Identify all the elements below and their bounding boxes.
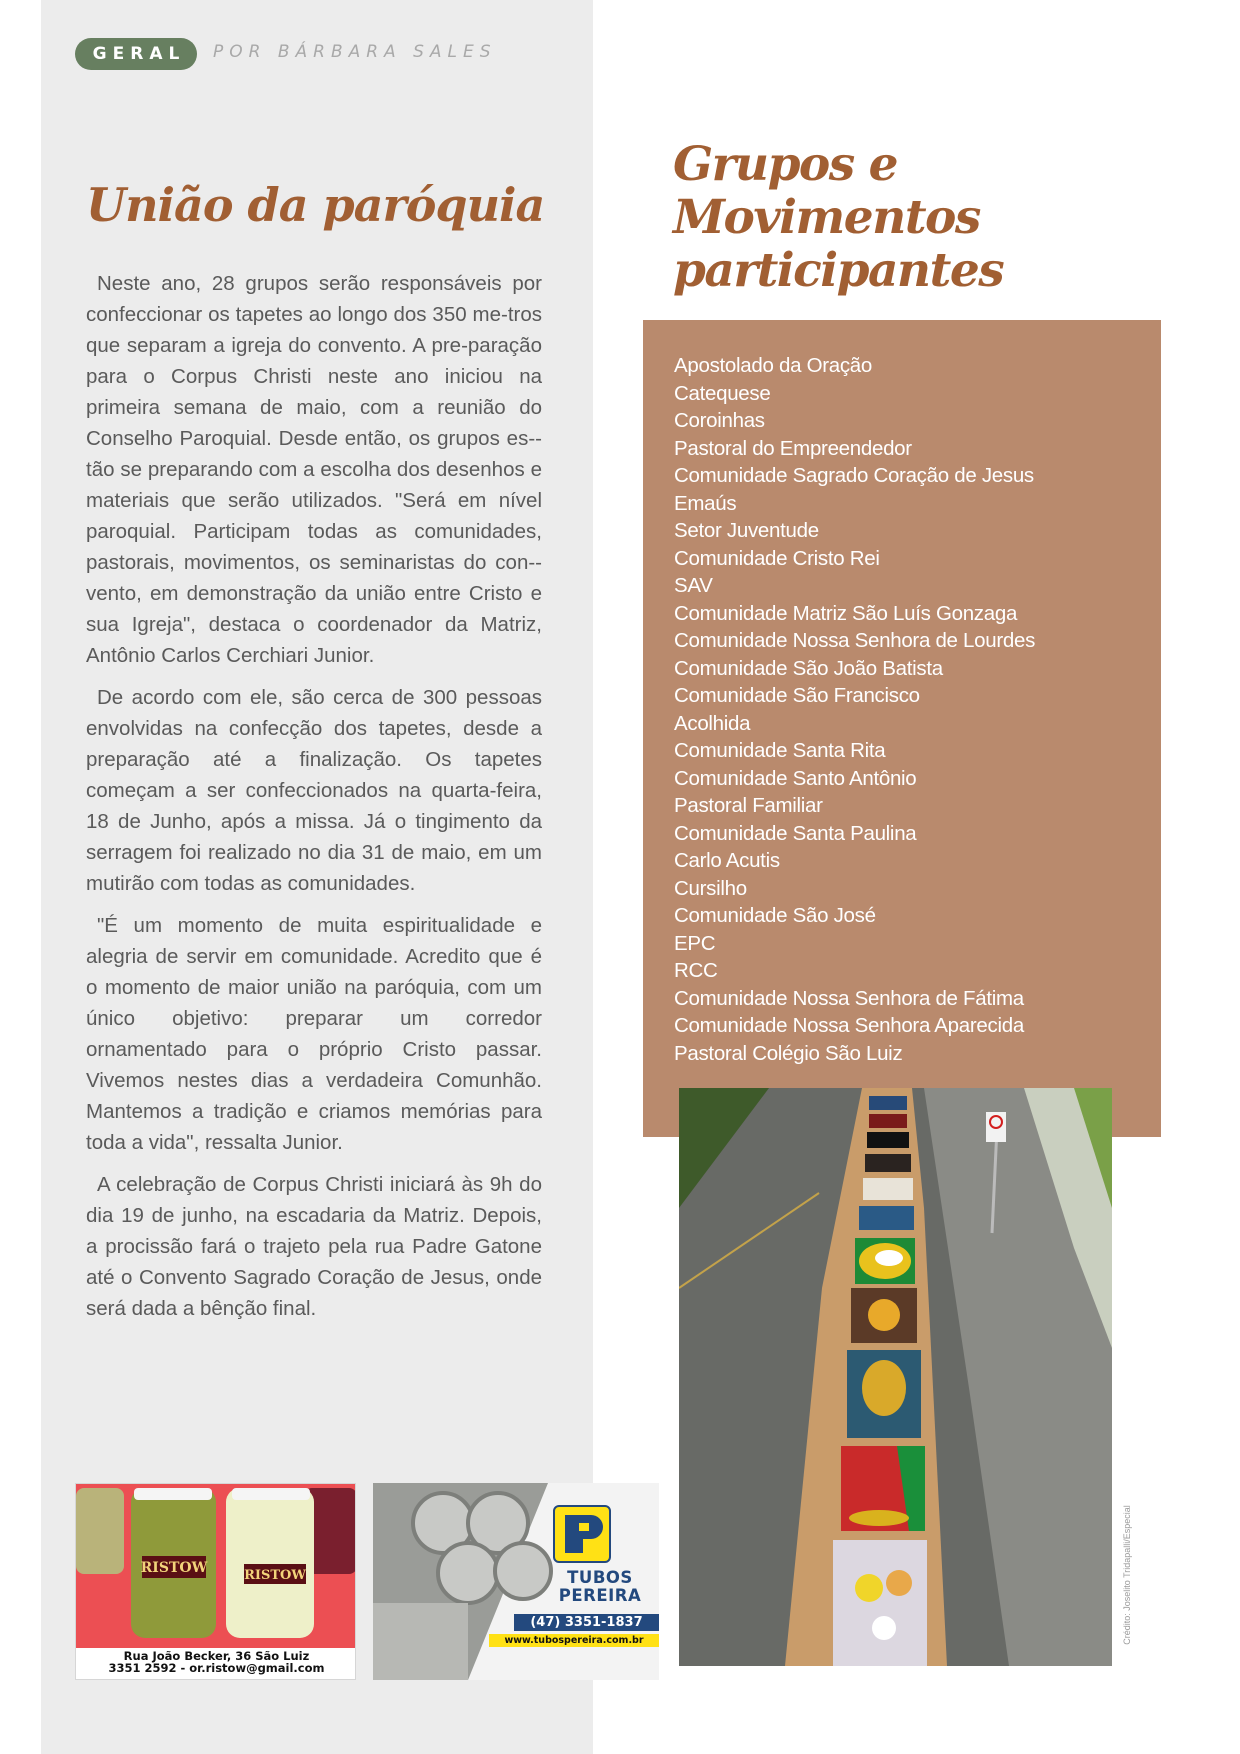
- ad-ristow[interactable]: [75, 1483, 356, 1680]
- sidebar-title-line: participantes: [673, 243, 1004, 298]
- carpet-panel: [863, 1178, 913, 1200]
- carpet-photo-illustration: [679, 1088, 1112, 1666]
- sun-shape: [868, 1299, 900, 1331]
- article-paragraph: De acordo com ele, são cerca de 300 pessoas envolvidas na confecção dos tapetes, desde a preparação até a finalização. Os tapetes começam a ser confeccionados na quarta-feira, 18 de Junho, após a missa. Já o tingimento da serragem foi realizado no dia 31 de maio, em um mutirão com todas as comunidades.: [86, 686, 542, 895]
- group-list-item: Comunidade Santa Paulina: [674, 821, 917, 845]
- tubos-p-icon: [555, 1507, 609, 1561]
- article-paragraph: "É um momento de muita espiritualidade e alegria de servir em comunidade. Acredito que é o momento de maior união na paróquia, com um único objetivo: preparar um corredor ornamentado para o próprio Cristo passar. Vivemos nestes dias a verdadeira Comunhão. Mantemos a tradição e criamos memórias para toda a vida", ressalta Junior.: [86, 914, 542, 1154]
- group-list-item: EPC: [674, 931, 716, 955]
- jar-lid: [134, 1488, 212, 1500]
- group-list-item: Comunidade São Francisco: [674, 684, 920, 707]
- tubos-website[interactable]: www.tubospereira.com.br: [489, 1634, 659, 1647]
- group-list-item: Acolhida: [674, 711, 751, 735]
- group-list-item: Catequese: [674, 381, 771, 405]
- article-title: União da paróquia: [86, 178, 545, 232]
- group-list-item: Pastoral Colégio São Luiz: [674, 1041, 903, 1065]
- jar-lid: [232, 1488, 310, 1500]
- pipe-shape: [438, 1543, 498, 1603]
- groups-list: [674, 352, 1035, 1067]
- dove-shape: [875, 1250, 903, 1266]
- group-list-item: Pastoral Familiar: [674, 794, 823, 817]
- group-list-item: Pastoral do Empreendedor: [674, 436, 912, 460]
- group-list-item: Comunidade Nossa Senhora Aparecida: [674, 1014, 1024, 1037]
- group-list-item: Coroinhas: [674, 409, 765, 432]
- lily-flower: [855, 1574, 883, 1602]
- carpet-panel: [867, 1132, 909, 1148]
- tubos-company-name: [545, 1569, 655, 1605]
- tubos-name-line: PEREIRA: [558, 1586, 642, 1605]
- jar-shape: [76, 1488, 124, 1574]
- ristow-jars-illustration: [76, 1484, 356, 1648]
- group-list-item: Comunidade Santo Antônio: [674, 766, 917, 790]
- group-list-item: Comunidade São João Batista: [674, 656, 943, 680]
- carpet-panel: [865, 1154, 911, 1172]
- concrete-blocks: [373, 1603, 468, 1680]
- sidebar-title-line: Grupos e: [673, 137, 898, 192]
- group-list-item: Emaús: [674, 491, 737, 515]
- sidebar-title-line: Movimentos: [673, 190, 980, 245]
- sidebar-title: [673, 138, 1133, 297]
- carpet-panel: [869, 1114, 907, 1128]
- tubos-name-line: TUBOS: [567, 1568, 633, 1587]
- saint-figure: [862, 1360, 906, 1416]
- carpet-panel: [869, 1096, 907, 1110]
- group-list-item: SAV: [674, 574, 713, 597]
- group-list-item: Comunidade Santa Rita: [674, 739, 886, 762]
- tubos-logo: [553, 1505, 611, 1563]
- ristow-logo-text: RISTOW: [244, 1568, 306, 1583]
- group-list-item: Cursilho: [674, 876, 747, 900]
- bread-shape: [849, 1510, 909, 1526]
- group-list-item: Comunidade Nossa Senhora de Lourdes: [674, 629, 1036, 652]
- carpet-panel: [833, 1540, 927, 1666]
- ristow-contact: [76, 1650, 356, 1674]
- group-list-item: Apostolado da Oração: [674, 354, 872, 377]
- carpet-panel: [859, 1206, 914, 1230]
- photo-credit: Crédito: Joselito Tridapalli/Especial: [1122, 1505, 1132, 1645]
- jar-shape: [226, 1488, 314, 1638]
- group-list-item: Comunidade Sagrado Coração de Jesus: [674, 464, 1034, 487]
- group-list-item: Comunidade Cristo Rei: [674, 546, 880, 570]
- group-list-item: Carlo Acutis: [674, 849, 780, 872]
- article-paragraph: A celebração de Corpus Christi iniciará às 9h do dia 19 de junho, na escadaria da Matriz. Depois, a procissão fará o trajeto pela rua Padre Gatone até o Convento Sagrado Coração de Jesus, onde será dada a bênção final.: [86, 1173, 542, 1320]
- article-paragraph: Neste ano, 28 grupos serão responsáveis por confeccionar os tapetes ao longo dos 350 me-tros que separam a igreja do convento. A pre-paração para o Corpus Christi neste ano iniciou na primeira semana de maio, com a reunião do Conselho Paroquial. Desde então, os grupos es-tão se preparando com a escolha dos desenhos e materiais que serão utilizados. "Será em nível paroquial. Participam todas as comunidades, pastorais, movimentos, os seminaristas do con-vento, em demonstração da união entre Cristo e sua Igreja", destaca o coordenador da Matriz, Antônio Carlos Cerchiari Junior.: [86, 272, 542, 667]
- ristow-address: Rua João Becker, 36 São Luiz: [123, 1649, 310, 1663]
- group-list-item: Comunidade Nossa Senhora de Fátima: [674, 986, 1024, 1010]
- pipe-shape: [495, 1543, 551, 1599]
- tubos-phone: (47) 3351-1837: [514, 1614, 659, 1631]
- ristow-product-photo: [76, 1484, 356, 1648]
- group-list-item: Setor Juventude: [674, 519, 819, 542]
- lily-flower: [872, 1616, 896, 1640]
- author-byline: POR BÁRBARA SALES: [213, 42, 497, 62]
- ristow-phone-email: 3351 2592 - or.ristow@gmail.com: [108, 1661, 325, 1675]
- carpet-photo: [679, 1088, 1112, 1666]
- ad-tubos-pereira[interactable]: [373, 1483, 659, 1680]
- section-tag: GERAL: [75, 38, 197, 70]
- article-body: [86, 268, 542, 1335]
- ristow-logo-text: RISTOW: [140, 1560, 208, 1576]
- group-list-item: Comunidade São José: [674, 904, 876, 927]
- group-list-item: Comunidade Matriz São Luís Gonzaga: [674, 601, 1018, 625]
- lily-flower: [886, 1570, 912, 1596]
- group-list-item: RCC: [674, 959, 718, 982]
